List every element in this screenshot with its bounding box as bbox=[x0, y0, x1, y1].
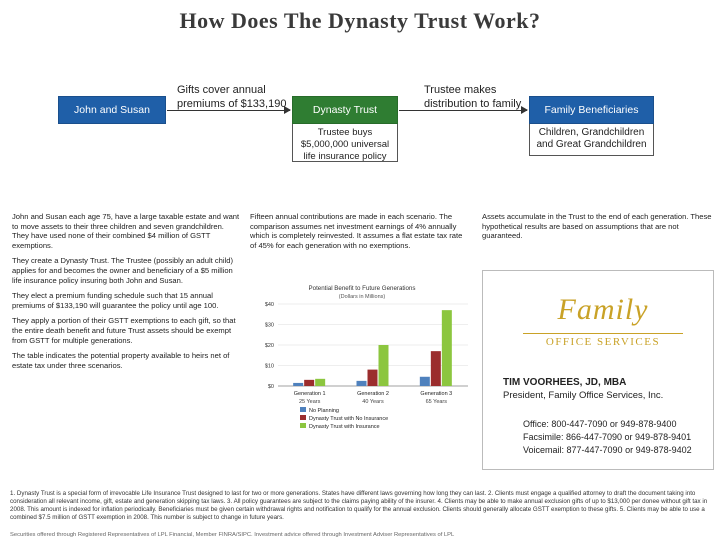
bar-2 bbox=[431, 351, 441, 386]
contact-role: President, Family Office Services, Inc. bbox=[503, 390, 664, 401]
legend-swatch bbox=[300, 423, 306, 428]
page-title: How Does The Dynasty Trust Work? bbox=[179, 8, 541, 33]
arrow1-label: Gifts cover annual premiums of $133,190 bbox=[177, 84, 287, 110]
bar-3 bbox=[379, 345, 389, 386]
box-dynasty-trust-detail: Trustee buys $5,000,000 universal life insurance policy bbox=[292, 124, 398, 162]
legend-label: Dynasty Trust with Insurance bbox=[309, 424, 380, 430]
chart-title: Potential Benefit to Future Generations bbox=[308, 285, 416, 292]
box-family-beneficiaries-detail: Children, Grandchildren and Great Grandchildren bbox=[529, 124, 654, 156]
legend-label: Dynasty Trust with No Insurance bbox=[309, 416, 389, 422]
voicemail: Voicemail: 877-447-7090 or 949-878-9402 bbox=[523, 445, 692, 455]
x-tick-sublabel: 65 Years bbox=[425, 399, 448, 405]
contact-name: TIM VOORHEES, JD, MBA bbox=[503, 377, 627, 388]
assumptions-text: Fifteen annual contributions are made in each scenario. The comparison assumes net investment earnings of 4% annually which is completely reinvested. It assumes a flat estate tax rate of 45% for each generation with no exemptions. bbox=[250, 212, 463, 250]
y-tick-label: $20 bbox=[264, 343, 274, 349]
paragraph-4: They apply a portion of their GSTT exemptions to each gift, so that the entire death benefit and future Trust assets should be exempt from GSTT for multiple generations. bbox=[12, 316, 236, 345]
chart-subtitle: (Dollars in Millions) bbox=[338, 294, 386, 300]
box-family-beneficiaries bbox=[529, 96, 654, 124]
x-tick-sublabel: 40 Years bbox=[362, 399, 384, 405]
bar-1 bbox=[293, 383, 303, 386]
legend-swatch bbox=[300, 407, 306, 412]
office-phone: Office: 800-447-7090 or 949-878-9400 bbox=[523, 419, 677, 429]
arrow2 bbox=[399, 110, 527, 111]
legend-swatch bbox=[300, 415, 306, 420]
box-john-and-susan-label: John and Susan bbox=[74, 104, 150, 116]
x-tick-label: Generation 1 bbox=[293, 391, 326, 397]
bar-3 bbox=[442, 310, 452, 386]
box-john-and-susan bbox=[58, 96, 166, 124]
bar-3 bbox=[315, 379, 325, 386]
footnotes: 1. Dynasty Trust is a special form of irrevocable Life Insurance Trust designed to last for two or more generations. States have different laws governing how long they can last. 2. Clients must engage a qualified attorney to draft the document taking into consideration all relevant income, gift, estate and generation skipping tax laws. 3. All policy guarantees are subject to the claims paying ability of the insurer. 4. Clients may be able to make annual exclusion gifts of up to $13,000 per donee without gift tax in 2008. This amount is indexed for inflation periodically. Beneficiaries must be given certain withdrawal rights and notification to qualify for the annual exclusion. Clients should generally allocate GSTT exemption to these gifts. 5. Clients may be able to use a combined $7.5 million of GSTT exemption in 2008. This number is subject to change in future years. bbox=[10, 490, 708, 521]
y-tick-label: $10 bbox=[264, 363, 274, 370]
facsimile: Facsimile: 866-447-7090 or 949-878-9401 bbox=[523, 432, 692, 442]
x-tick-label: Generation 3 bbox=[420, 391, 453, 397]
bar-2 bbox=[304, 380, 314, 386]
arrow2-label: Trustee makes distribution to family bbox=[424, 84, 522, 110]
benefit-chart bbox=[250, 282, 475, 462]
paragraph-3: They elect a premium funding schedule such that 15 annual premiums of $133,190 will guarantee the policy until age 100. bbox=[12, 291, 219, 310]
contact-card bbox=[482, 270, 714, 470]
disclosure-line: Securities offered through Registered Representatives of LPL Financial, Member FINRA/SIPC. Investment advice offered through Investment Adviser Representatives of LPL bbox=[10, 532, 455, 538]
paragraph-1: John and Susan each age 75, have a large taxable estate and want to move assets to their three children and seven grandchildren. They have used none of their combined $4 million of GSTT exemptions. bbox=[12, 212, 240, 250]
legend-label: No Planning bbox=[309, 408, 339, 414]
logo-subtitle: OFFICE SERVICES bbox=[523, 333, 683, 348]
bar-2 bbox=[368, 370, 378, 386]
arrow1 bbox=[167, 110, 290, 111]
bar-1 bbox=[420, 377, 430, 386]
x-tick-sublabel: 25 Years bbox=[298, 399, 321, 405]
benefit-chart-svg bbox=[250, 282, 475, 462]
x-tick-label: Generation 2 bbox=[357, 391, 389, 397]
box-family-beneficiaries-label: Family Beneficiaries bbox=[544, 104, 639, 116]
paragraph-2: They create a Dynasty Trust. The Trustee (possibly an adult child) applies for and becomes the owner and beneficiary of a $5 million life insurance policy insuring both John and Susan. bbox=[12, 256, 234, 285]
logo: Family bbox=[557, 293, 649, 326]
y-tick-label: $30 bbox=[264, 322, 274, 329]
box-dynasty-trust bbox=[292, 96, 398, 124]
paragraph-5: The table indicates the potential property available to heirs net of estate tax under three scenarios. bbox=[12, 351, 230, 370]
y-tick-label: $0 bbox=[267, 384, 274, 390]
y-tick-label: $40 bbox=[264, 302, 274, 308]
box-dynasty-trust-label: Dynasty Trust bbox=[312, 104, 378, 116]
bar-1 bbox=[357, 381, 367, 386]
scenario-description bbox=[12, 212, 240, 376]
results-note: Assets accumulate in the Trust to the end of each generation. These hypothetical results are based on assumptions that are not guaranteed. bbox=[482, 212, 712, 241]
